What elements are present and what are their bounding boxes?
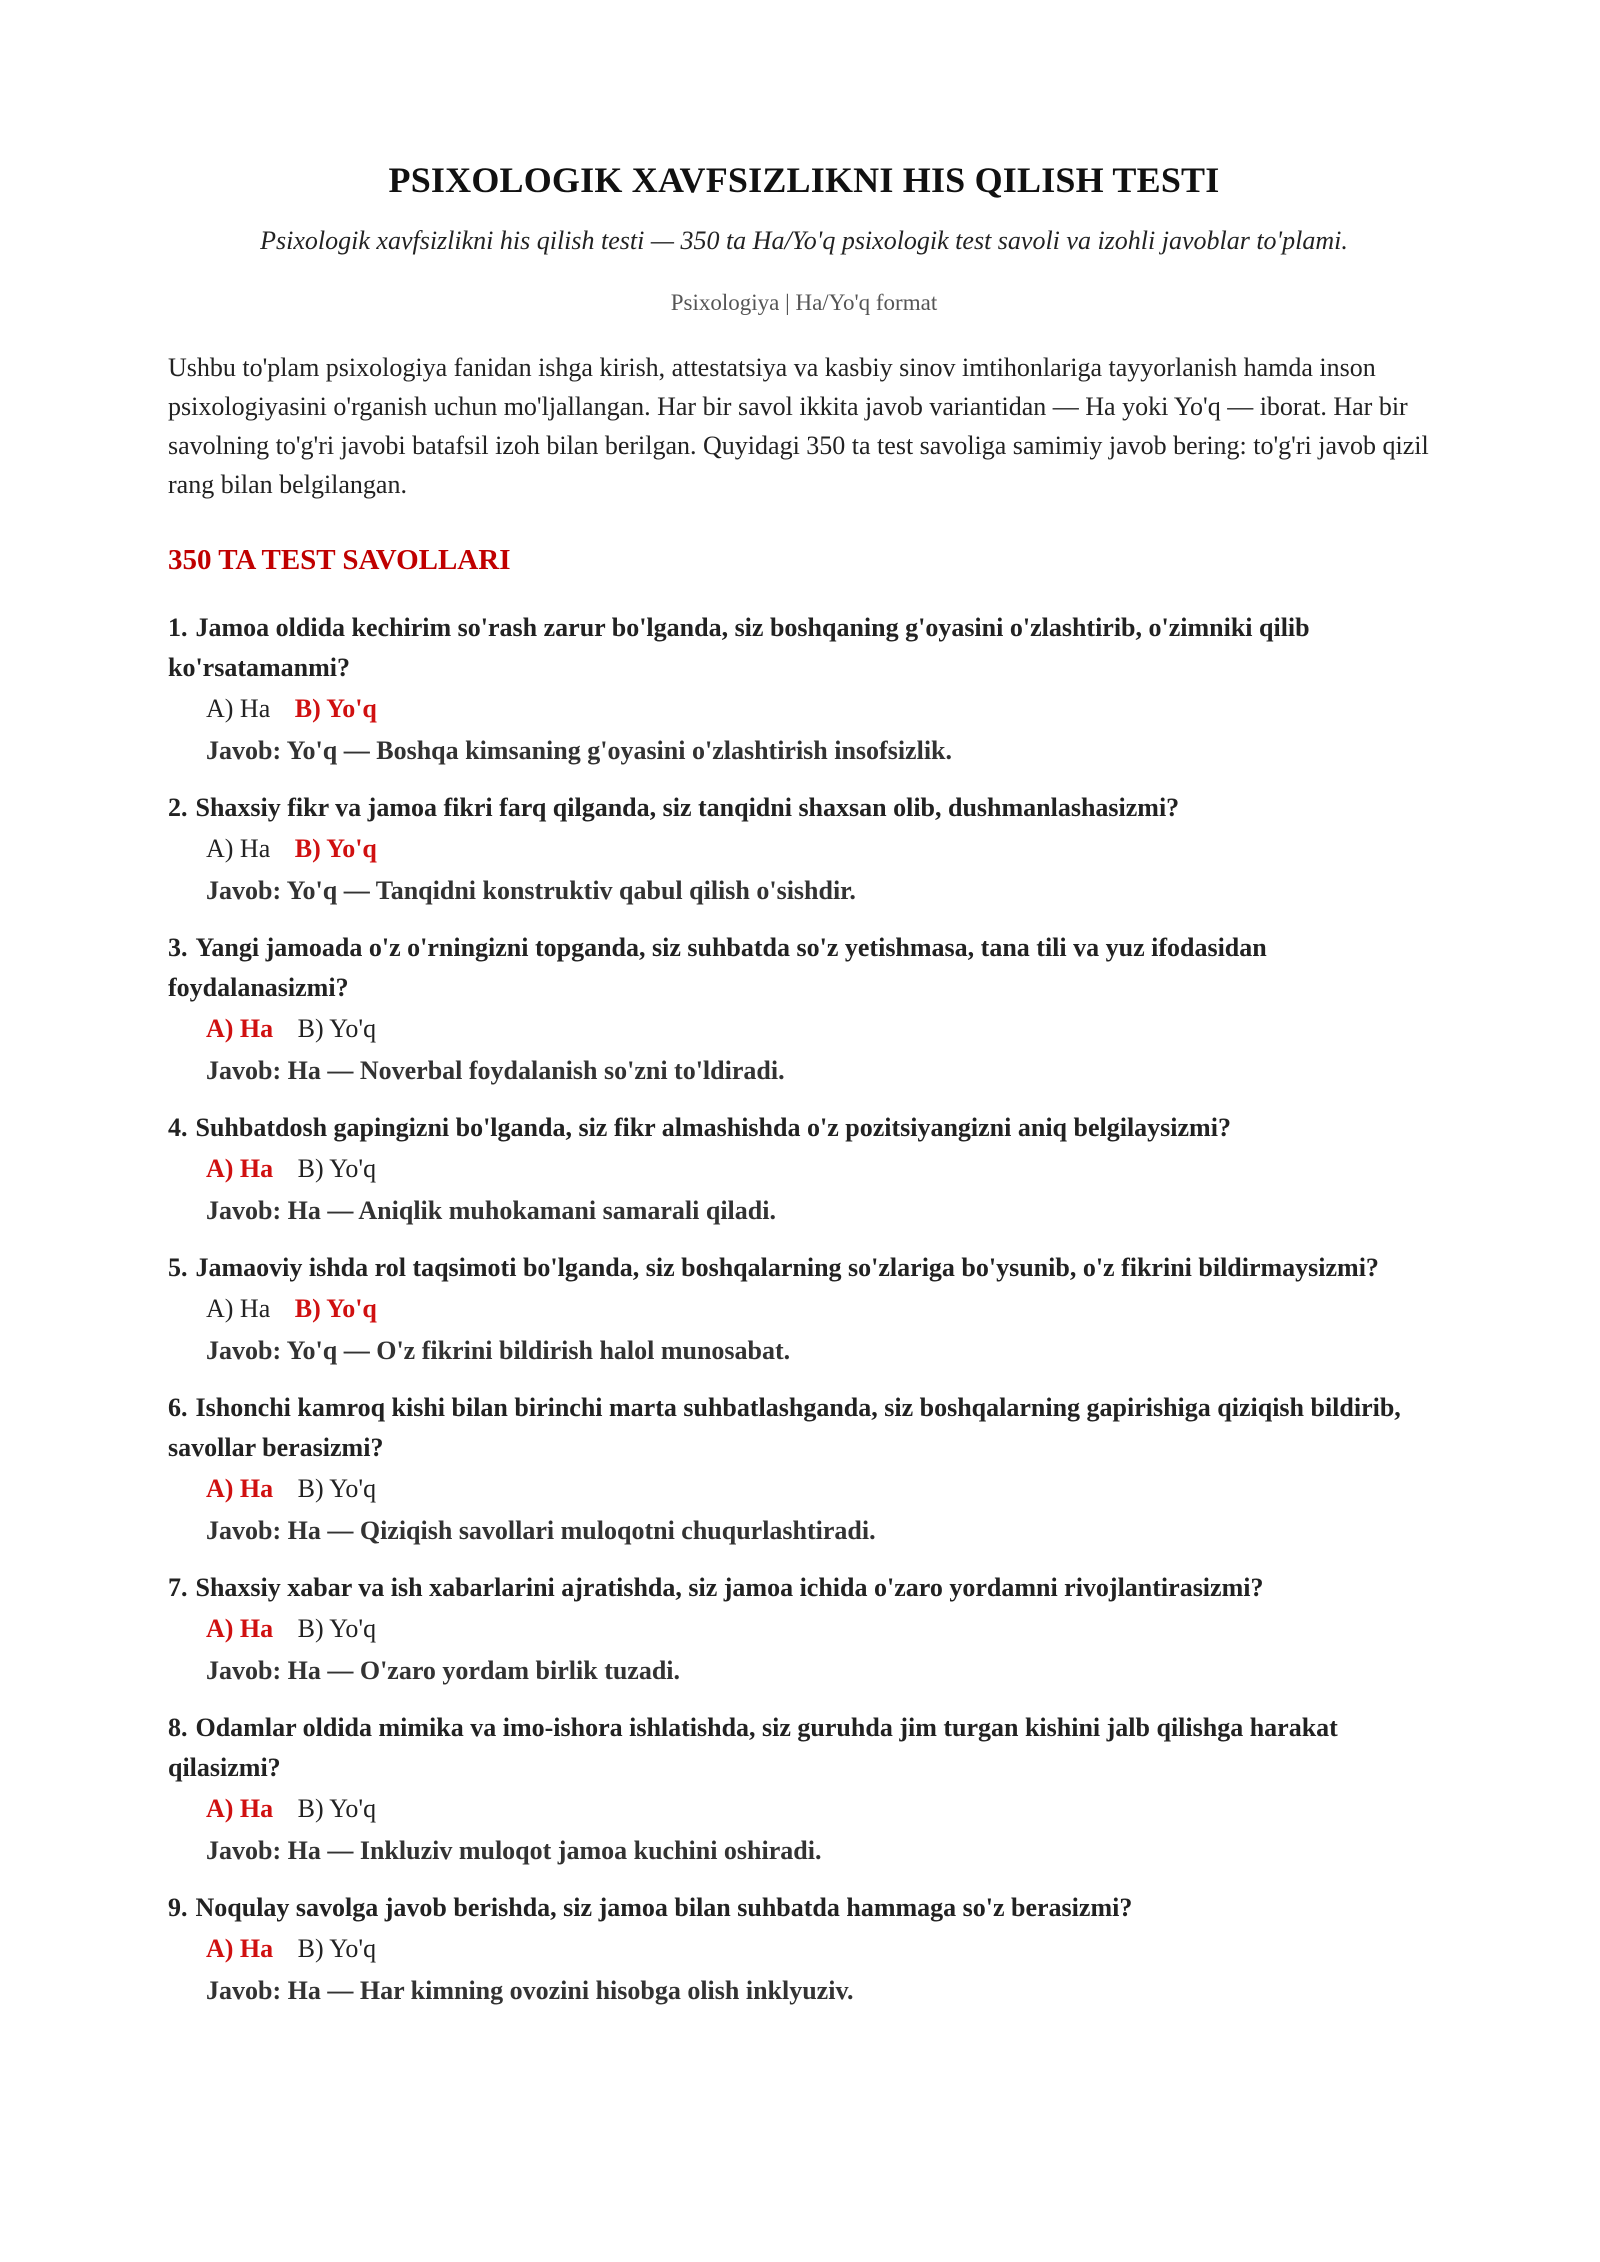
question-number: 3. <box>168 933 188 962</box>
question-item <box>168 1108 1440 1232</box>
question-item <box>168 1568 1440 1692</box>
option-b: B) Yo'q <box>297 1474 377 1503</box>
question-label: Jamaoviy ishda rol taqsimoti bo'lganda, siz boshqalarning so'zlariga bo'ysunib, o'z fikrini bildirmaysizmi? <box>195 1253 1379 1282</box>
answer-explanation: Javob: Yo'q — Boshqa kimsaning g'oyasini o'zlashtirish insofsizlik. <box>206 736 953 765</box>
question-number: 8. <box>168 1713 188 1742</box>
option-a: A) Ha <box>206 1294 271 1323</box>
option-a: A) Ha <box>206 834 271 863</box>
question-label: Noqulay savolga javob berishda, siz jamoa bilan suhbatda hammaga so'z berasizmi? <box>195 1893 1133 1922</box>
document-subtitle: Psixologik xavfsizlikni his qilish testi — 350 ta Ha/Yo'q psixologik test savoli va izohli javoblar to'plami. <box>260 226 1348 255</box>
answer-explanation: Javob: Ha — Aniqlik muhokamani samarali qiladi. <box>206 1196 776 1225</box>
question-number: 6. <box>168 1393 188 1422</box>
option-b: B) Yo'q <box>297 1934 377 1963</box>
options-row <box>206 1288 1440 1330</box>
question-number: 9. <box>168 1893 188 1922</box>
option-b: B) Yo'q <box>294 1294 377 1323</box>
options-row <box>206 1608 1440 1650</box>
question-item <box>168 928 1440 1092</box>
document-title: PSIXOLOGIK XAVFSIZLIKNI HIS QILISH TESTI <box>388 160 1220 200</box>
document-meta: Psixologiya | Ha/Yo'q format <box>670 290 938 315</box>
answer-explanation: Javob: Ha — O'zaro yordam birlik tuzadi. <box>206 1656 681 1685</box>
document-intro: Ushbu to'plam psixologiya fanidan ishga kirish, attestatsiya va kasbiy sinov imtihonlariga tayyorlanish hamda inson psixologiyasini o'rganish uchun mo'ljallangan. Har bir savol ikkita javob variantidan — Ha yoki Yo'q — iborat. Har bir savolning to'g'ri javobi batafsil izoh bilan berilgan. Quyidagi 350 ta test savoliga samimiy javob bering: to'g'ri javob qizil rang bilan belgilangan. <box>168 353 1429 499</box>
document-page <box>168 148 1440 2028</box>
option-b: B) Yo'q <box>297 1154 377 1183</box>
question-text <box>168 1708 1440 1788</box>
question-number: 2. <box>168 793 188 822</box>
option-a: A) Ha <box>206 1474 274 1503</box>
option-a: A) Ha <box>206 1794 274 1823</box>
answer-explanation: Javob: Yo'q — O'z fikrini bildirish halol munosabat. <box>206 1336 791 1365</box>
question-item <box>168 608 1440 772</box>
question-list <box>168 608 1440 2012</box>
options-row <box>206 1468 1440 1510</box>
option-b: B) Yo'q <box>294 834 377 863</box>
option-b: B) Yo'q <box>297 1014 377 1043</box>
option-b: B) Yo'q <box>297 1794 377 1823</box>
options-row <box>206 1008 1440 1050</box>
option-a: A) Ha <box>206 1014 274 1043</box>
question-number: 1. <box>168 613 188 642</box>
answer-explanation: Javob: Ha — Har kimning ovozini hisobga olish inklyuziv. <box>206 1976 854 2005</box>
question-label: Suhbatdosh gapingizni bo'lganda, siz fikr almashishda o'z pozitsiyangizni aniq belgilaysizmi? <box>195 1113 1231 1142</box>
question-label: Odamlar oldida mimika va imo-ishora ishlatishda, siz guruhda jim turgan kishini jalb qilishga harakat qilasizmi? <box>168 1713 1338 1782</box>
option-a: A) Ha <box>206 1934 274 1963</box>
options-row <box>206 688 1440 730</box>
options-row <box>206 1788 1440 1830</box>
question-label: Ishonchi kamroq kishi bilan birinchi marta suhbatlashganda, siz boshqalarning gapirishiga qiziqish bildirib, savollar berasizmi? <box>168 1393 1401 1462</box>
question-text <box>168 1108 1440 1148</box>
options-row <box>206 1928 1440 1970</box>
option-a: A) Ha <box>206 1614 274 1643</box>
option-b: B) Yo'q <box>297 1614 377 1643</box>
question-text <box>168 1388 1440 1468</box>
question-text <box>168 1568 1440 1608</box>
question-text <box>168 1248 1440 1288</box>
answer-explanation: Javob: Ha — Noverbal foydalanish so'zni to'ldiradi. <box>206 1056 785 1085</box>
question-label: Shaxsiy fikr va jamoa fikri farq qilganda, siz tanqidni shaxsan olib, dushmanlashasizmi? <box>195 793 1180 822</box>
question-label: Jamoa oldida kechirim so'rash zarur bo'lganda, siz boshqaning g'oyasini o'zlashtirib, o'zimniki qilib ko'rsatamanmi? <box>168 613 1310 682</box>
question-item <box>168 1708 1440 1872</box>
question-item <box>168 1388 1440 1552</box>
question-number: 4. <box>168 1113 188 1142</box>
question-label: Shaxsiy xabar va ish xabarlarini ajratishda, siz jamoa ichida o'zaro yordamni rivojlantirasizmi? <box>195 1573 1264 1602</box>
question-number: 5. <box>168 1253 188 1282</box>
options-row <box>206 1148 1440 1190</box>
question-text <box>168 1888 1440 1928</box>
question-label: Yangi jamoada o'z o'rningizni topganda, siz suhbatda so'z yetishmasa, tana tili va yuz ifodasidan foydalanasizmi? <box>168 933 1267 1002</box>
option-a: A) Ha <box>206 694 271 723</box>
answer-explanation: Javob: Ha — Qiziqish savollari muloqotni chuqurlashtiradi. <box>206 1516 876 1545</box>
answer-explanation: Javob: Yo'q — Tanqidni konstruktiv qabul qilish o'sishdir. <box>206 876 856 905</box>
answer-explanation: Javob: Ha — Inkluziv muloqot jamoa kuchini oshiradi. <box>206 1836 822 1865</box>
question-text <box>168 788 1440 828</box>
option-a: A) Ha <box>206 1154 274 1183</box>
question-item <box>168 788 1440 912</box>
question-number: 7. <box>168 1573 188 1602</box>
option-b: B) Yo'q <box>294 694 377 723</box>
question-item <box>168 1888 1440 2012</box>
question-item <box>168 1248 1440 1372</box>
question-text <box>168 928 1440 1008</box>
options-row <box>206 828 1440 870</box>
question-text <box>168 608 1440 688</box>
section-heading: 350 TA TEST SAVOLLARI <box>168 544 511 576</box>
